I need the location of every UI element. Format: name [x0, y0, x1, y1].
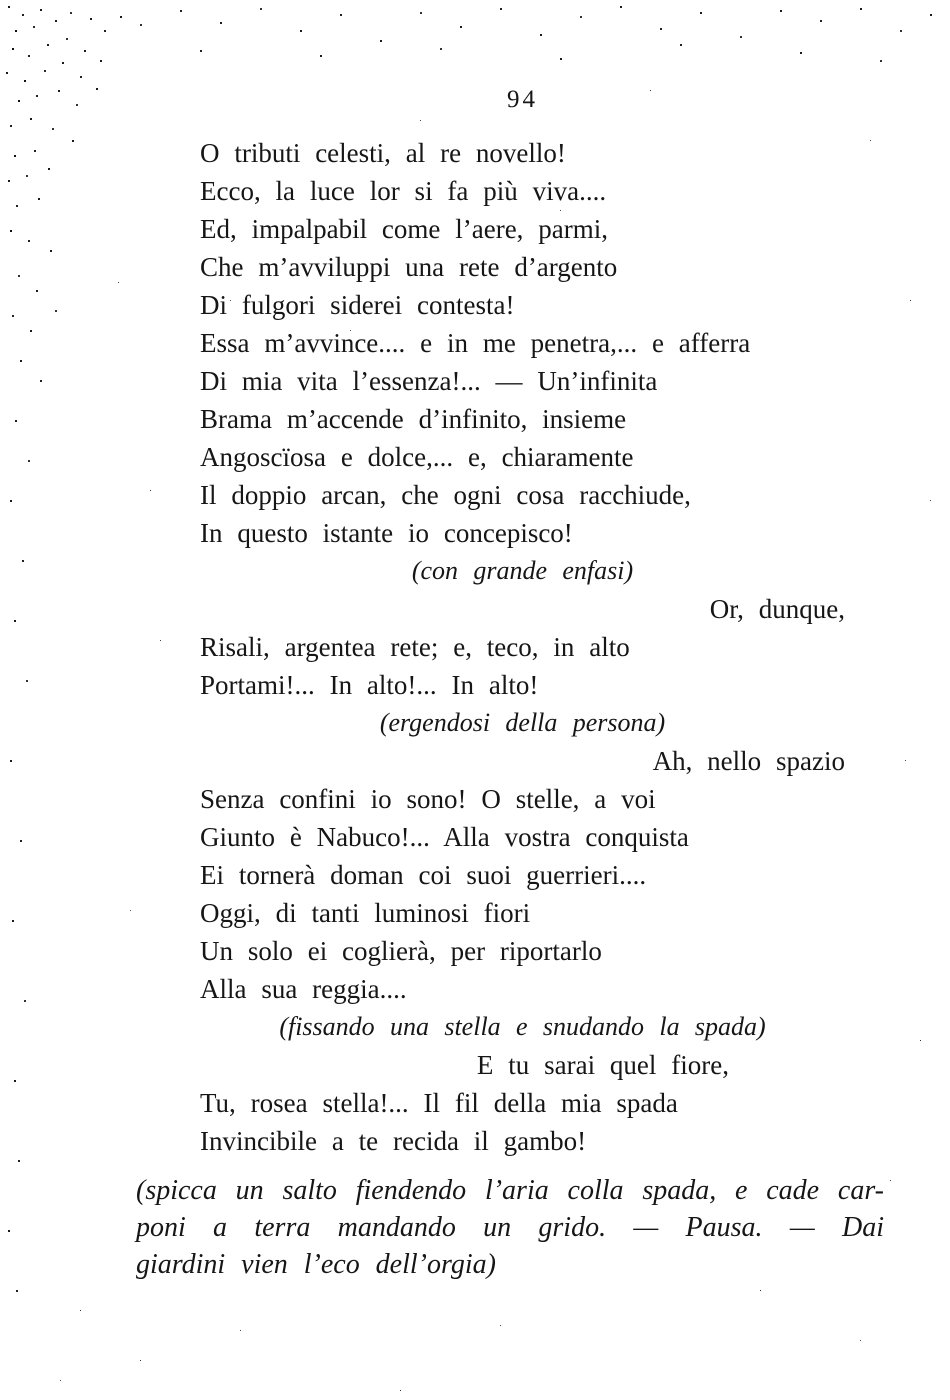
verse-line: Giunto è Nabuco!... Alla vostra conquista [200, 822, 689, 852]
verse-line: Che m’avviluppi una rete d’argento [200, 252, 618, 282]
verse-line: O tributi celesti, al re novello! [200, 138, 566, 168]
verse-line: Brama m’accende d’infinito, insieme [200, 404, 627, 434]
verse-line: Ah, nello spazio [652, 746, 845, 776]
poem-text [200, 134, 845, 1160]
verse-line: Tu, rosea stella!... Il fil della mia spada [200, 1088, 678, 1118]
closing-direction-line: (spicca un salto fiendendo l’aria colla spada, e cade car- [136, 1175, 884, 1206]
verse-line: Oggi, di tanti luminosi fiori [200, 898, 531, 928]
stage-direction-line: (fissando una stella e snudando la spada) [279, 1012, 766, 1041]
verse-line: Portami!... In alto!... In alto! [200, 670, 539, 700]
page-number: 94 [507, 86, 538, 113]
verse-line: In questo istante io concepisco! [200, 518, 573, 548]
verse-line: Alla sua reggia.... [200, 974, 407, 1004]
verse-line: Di mia vita l’essenza!... — Un’infinita [200, 366, 658, 396]
verse-line: Un solo ei coglierà, per riportarlo [200, 936, 602, 966]
verse-line: Angoscïosa e dolce,... e, chiaramente [200, 442, 634, 472]
stage-direction-line: (con grande enfasi) [411, 556, 634, 585]
verse-line: Il doppio arcan, che ogni cosa racchiude, [200, 480, 691, 510]
verse-line: Or, dunque, [709, 594, 845, 624]
verse-line: Invincibile a te recida il gambo! [200, 1126, 587, 1156]
verse-line: E tu sarai quel fiore, [476, 1050, 729, 1080]
verse-line: Ecco, la luce lor si fa più viva.... [200, 176, 607, 206]
stage-direction-line: (ergendosi della persona) [379, 708, 666, 737]
verse-line: Risali, argentea rete; e, teco, in alto [200, 632, 630, 662]
verse-line: Senza confini io sono! O stelle, a voi [200, 784, 656, 814]
verse-line: Ed, impalpabil come l’aere, parmi, [200, 214, 609, 244]
verse-line: Ei tornerà doman coi suoi guerrieri.... [200, 860, 647, 890]
verse-line: Essa m’avvince.... e in me penetra,... e afferra [200, 328, 751, 358]
closing-direction-line: poni a terra mandando un grido. — Pausa. — Dai [136, 1212, 884, 1243]
closing-direction-line: giardini vien l’eco dell’orgia) [136, 1249, 496, 1280]
verse-line: Di fulgori siderei contesta! [200, 290, 515, 320]
closing-stage-direction [136, 1172, 884, 1283]
